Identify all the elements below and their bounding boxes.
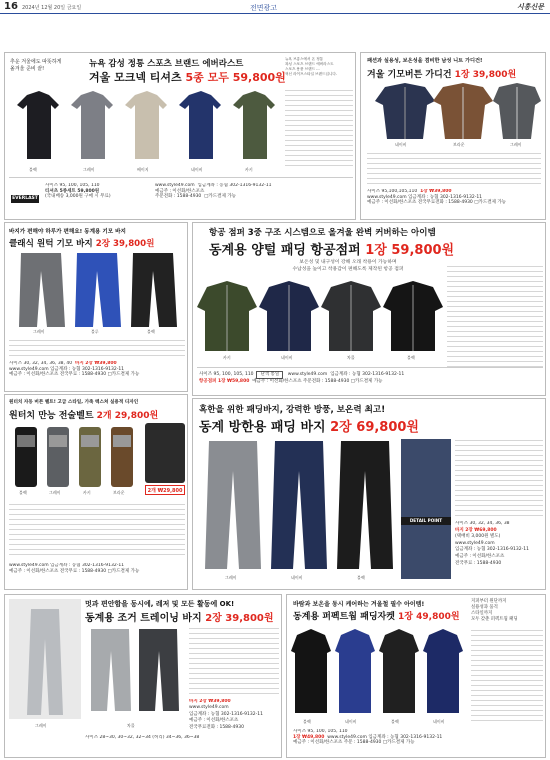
shirt-khaki [233, 91, 275, 159]
padding-info: 사이즈 95, 100, 105, 110 단색 통일 www.style49.com 입금계좌 : 농협 302-1316-9132-11 항공점퍼 1장 ₩59,800 예금주 : 이선화/한스포츠 주문전화 : 1588-4930 □카드결제 가능 [199, 372, 405, 384]
ad-jogger: 멋과 편안함을 동시에, 레저 및 모든 활동에 OK! 동계용 조거 트레이닝 바지 2장 39,800원 그레이 차콜 바지 2장 ₩39,800 www.style49.com 입금계좌 : 농협 302-1316-9132-11 예금주 : 이선화/한스포츠 전국무료전화 : 1588-4930 사이즈 28~30, 30~32, 32~34 (허리) 34~36, 36~38 [4, 594, 282, 758]
belt-khaki [79, 427, 101, 487]
shirt-gray [71, 91, 113, 159]
jacket-charcoal [321, 281, 381, 351]
jogger-info: 바지 2장 ₩39,800 www.style49.com 입금계좌 : 농협 302-1316-9132-11 예금주 : 이선화/한스포츠 전국무료전화 : 1588-4930 [189, 699, 263, 730]
ad-cardigan-subtitle: 패션과 실용성, 보온성을 겸비한 남성 니트 가디건! [367, 58, 483, 64]
cardigan-navy [375, 83, 435, 139]
jogger-model-photo [9, 599, 81, 719]
belt-description [9, 501, 185, 559]
jacket-navy [259, 281, 319, 351]
perfect-side-note: 지퍼부터 원단까지 실용성과 품격 스타일까지 모두 갖춘 퍼펙트웜 패딩 [471, 599, 518, 622]
pants-black [131, 253, 177, 327]
ad-belt-headline: 원터치 만능 전술벨트 2개 29,800원 [9, 411, 159, 421]
ad-winter-pants: 혹한을 위한 패딩바지, 강력한 방풍, 보온력 최고! 동계 방한용 패딩 바지 2장 69,800원 그레이 네이비 블랙 DETAIL POINT 사이즈 30, 32, 34, 36, 38 바지 2장 ₩69,800 (택배비 3,000원 별도) www.style49.com 입금계좌 : 농협 302-1316-9132-11 예금주 : 이선화/한스포츠 전국무료 : 1588-4930 [192, 398, 546, 590]
perfect-description [471, 627, 543, 725]
shirt-black [17, 91, 59, 159]
issue-date: 2024년 12월 20일 금요일 [22, 5, 82, 11]
belt-price-badge: 2개 ₩29,800 [145, 485, 185, 495]
ad-perfect-headline: 동계용 퍼펙트웜 패딩자켓 1장 49,800원 [293, 612, 460, 622]
ad-pants: 바지가 편해야 하루가 편해요! 동계용 기모 바지 클래식 원턱 기모 바지 2장 39,800원 그레이 블루 블랙 사이즈 30, 32, 34, 36, 38, 40 바지 2장 ₩39,800 www.style49.com 입금계좌 : 농협 302-1316-9132-11 예금주 : 이선화/한스포츠 전국무료 : 1588-4930 □카드결제 가능 [4, 222, 188, 392]
winterpants-black [337, 441, 393, 569]
tee-description [285, 87, 353, 167]
page-header [0, 0, 550, 14]
winterpants-product-photo [199, 437, 399, 573]
ad-mockneck-tee: 추운 겨울에도 따뜻하게 올겨울 준비 끝! 뉴욕 감성 정통 스포츠 브랜드 에버라스트 겨울 모크넥 티셔츠 5종 모두 59,800원 뉴욕 브롱스에서 온 정통 복싱 스포츠 브랜드 에버라스트 스포츠 용품 브랜드 ... 혁신 라이프스타일 브랜드입니다. 블랙 그레이 베이지 네이비 카키 EVERLAST 사이즈 95, 100, 105, 110 티셔츠 5종세트 59,800원 (국내배송 3,000원 구매 시 무료) www.style49.com 입금계좌 : 농협 302-1316-9132-11 예금주 : 이선화/한스포츠 주문전화 : 1588-4930 □카드결제 가능 [4, 52, 356, 220]
pants-blue [75, 253, 121, 327]
cardigan-info: 사이즈 95,100,105,110 1장 ₩39,800 www.style49.com 입금계좌 : 농협 302-1316-9132-11 예금주 : 이선화/한스포츠 전국무료전화 : 1588-4930 □카드결제 가능 [367, 189, 507, 206]
tag-note: 추운 겨울에도 따뜻하게 올겨울 준비 끝! [10, 59, 62, 72]
jogger-sizes: 사이즈 28~30, 30~32, 32~34 (허리) 34~36, 36~38 [85, 735, 200, 740]
section-label: 전면광고 [250, 4, 278, 12]
ad-belt-subtitle: 원터치 자동 버튼 벨트! 고급 스타일, 가죽 텍스쳐 실용적 디자인 [9, 400, 139, 405]
shirt-navy [179, 91, 221, 159]
tee-order-info: www.style49.com 입금계좌 : 농협 302-1316-9132-11 예금주 : 이선화/한스포츠 주문전화 : 1588-4930 □카드결제 가능 [155, 183, 272, 200]
belt-black [15, 427, 37, 487]
belt-gray [47, 427, 69, 487]
ad-padding-jacket: 항공 점퍼 3중 구조 시스템으로 올겨울 완벽 커버하는 아이템 동계용 양털 패딩 항공점퍼 1장 59,800원 보온성 및 내구성이 강해 오래 착용이 가능하며 수납성을 높이고 착용감이 편해도록 제작된 항공 점퍼 카키 네이비 차콜 블랙 사이즈 95, 100, 105, 110 단색 통일 www.style49.com 입금계좌 : 농협 302-1316-9132-11 항공점퍼 1장 ₩59,800 예금주 : 이선화/한스포츠 주문전화 : 1588-4930 □카드결제 가능 [192, 222, 546, 396]
ad-winterpants-headline: 동계 방한용 패딩 바지 2장 69,800원 [199, 420, 419, 435]
ad-perfect-jacket: 바람과 보온을 동시 케어하는 겨울철 필수 아이템! 동계용 퍼펙트웜 패딩자켓 1장 49,800원 블랙 네이비 블랙 네이비 지퍼부터 원단까지 실용성과 품격 스타일까지 모두 갖춘 퍼펙트웜 패딩 사이즈 95, 100, 105, 110 1장 ₩49,800 www.style49.com 입금계좌 : 농협 302-1316-9132-11 예금주 : 이선화/한스포츠 주문 : 1588-4930 □카드결제 가능 [286, 594, 546, 758]
perfect-navy-2 [423, 629, 463, 713]
belt-brown [111, 427, 133, 487]
pants-gray [19, 253, 65, 327]
pants-info: 사이즈 30, 32, 34, 36, 38, 40 바지 2장 ₩39,800 www.style49.com 입금계좌 : 농협 302-1316-9132-11 예금주 : 이선화/한스포츠 전국무료 : 1588-4930 □카드결제 가능 [9, 361, 140, 378]
jacket-khaki [197, 281, 257, 351]
ad-jogger-subtitle: 멋과 편안함을 동시에, 레저 및 모든 활동에 OK! [85, 600, 235, 608]
shirt-beige [125, 91, 167, 159]
pants-description [9, 337, 185, 359]
ad-padding-subtitle: 항공 점퍼 3중 구조 시스템으로 올겨울 완벽 커버하는 아이템 [209, 228, 436, 238]
ad-tee-subtitle: 뉴욕 감성 정통 스포츠 브랜드 에버라스트 [89, 59, 244, 69]
ad-pants-subtitle: 바지가 편해야 하루가 편해요! 동계용 기모 바지 [9, 229, 126, 235]
ad-tee-headline: 겨울 모크넥 티셔츠 5종 모두 59,800원 [89, 71, 286, 84]
brand-logo: EVERLAST [12, 196, 38, 201]
cardigan-brown [433, 83, 493, 139]
perfect-black-2 [379, 629, 419, 713]
jogger-charcoal [139, 629, 179, 711]
jogger-product-photo [85, 625, 185, 715]
page-number: 16 [4, 1, 18, 12]
tee-product-photo [9, 87, 287, 167]
belt-closeup [145, 423, 185, 483]
ad-pants-headline: 클래식 원턱 기모 바지 2장 39,800원 [9, 239, 155, 249]
jogger-gray [91, 629, 131, 711]
newspaper-logo: 시흥신문 [516, 3, 544, 11]
jogger-description [189, 625, 279, 695]
jacket-black [383, 281, 443, 351]
ad-jogger-headline: 동계용 조거 트레이닝 바지 2장 39,800원 [85, 613, 274, 624]
winterpants-navy [271, 441, 327, 569]
ad-padding-headline: 동계용 양털 패딩 항공점퍼 1장 59,800원 [209, 243, 455, 258]
tee-brand-note: 뉴욕 브롱스에서 온 정통 복싱 스포츠 브랜드 에버라스트 스포츠 용품 브랜드 ... 혁신 라이프스타일 브랜드입니다. [285, 57, 338, 76]
perfect-product-photo [291, 625, 467, 717]
perfect-navy-1 [335, 629, 375, 713]
ad-padding-quote: 보온성 및 내구성이 강해 오래 착용이 가능하며 수납성을 높이고 착용감이 편해도록 제작된 항공 점퍼 [292, 260, 404, 272]
ad-cardigan: 패션과 실용성, 보온성을 겸비한 남성 니트 가디건! 겨울 기모버튼 가디건 1장 39,800원 네이비 브라운 그레이 사이즈 95,100,105,110 1장 ₩39,800 www.style49.com 입금계좌 : 농협 302-1316-9132-11 예금주 : 이선화/한스포츠 전국무료전화 : 1588-4930 □카드결제 가능 [360, 52, 546, 220]
ad-belt: 원터치 자동 버튼 벨트! 고급 스타일, 가죽 텍스쳐 실용적 디자인 원터치 만능 전술벨트 2개 29,800원 블랙 그레이 카키 브라운 2개 ₩29,800 www.style49.com 입금계좌 : 농협 302-1316-9132-11 예금주 : 이선화/한스포츠 전국무료 : 1588-4930 □카드결제 가능 [4, 394, 188, 590]
belt-product-photo [11, 425, 141, 489]
padding-product-photo [197, 277, 443, 353]
perfect-black-1 [291, 629, 331, 713]
ad-winterpants-subtitle: 혹한을 위한 패딩바지, 강력한 방풍, 보온력 최고! [199, 405, 386, 415]
cardigan-gray [493, 83, 541, 139]
cardigan-description [367, 150, 541, 186]
detail-point-label: DETAIL POINT [401, 517, 451, 525]
winterpants-gray [205, 441, 261, 569]
pants-product-photo [9, 251, 185, 329]
winterpants-description [455, 437, 543, 519]
tee-shirts-illustration [9, 87, 287, 167]
tee-info: 사이즈 95, 100, 105, 110 티셔츠 5종세트 59,800원 (국내배송 3,000원 구매 시 무료) [45, 183, 111, 200]
padding-description [447, 263, 543, 367]
perfect-info: 사이즈 95, 100, 105, 110 1장 ₩49,800 www.style49.com 입금계좌 : 농협 302-1316-9132-11 예금주 : 이선화/한스포츠 주문 : 1588-4930 □카드결제 가능 [293, 729, 443, 746]
winterpants-detail-photo [401, 439, 451, 579]
ad-cardigan-headline: 겨울 기모버튼 가디건 1장 39,800원 [367, 70, 517, 80]
ad-perfect-subtitle: 바람과 보온을 동시 케어하는 겨울철 필수 아이템! [293, 601, 425, 608]
winterpants-info: 사이즈 30, 32, 34, 36, 38 바지 2장 ₩69,800 (택배비 3,000원 별도) www.style49.com 입금계좌 : 농협 302-1316-9132-11 예금주 : 이선화/한스포츠 전국무료 : 1588-4930 [455, 521, 529, 566]
belt-info: www.style49.com 입금계좌 : 농협 302-1316-9132-11 예금주 : 이선화/한스포츠 전국무료 : 1588-4930 □카드결제 가능 [9, 563, 140, 574]
cardigan-product-photo [365, 81, 543, 141]
